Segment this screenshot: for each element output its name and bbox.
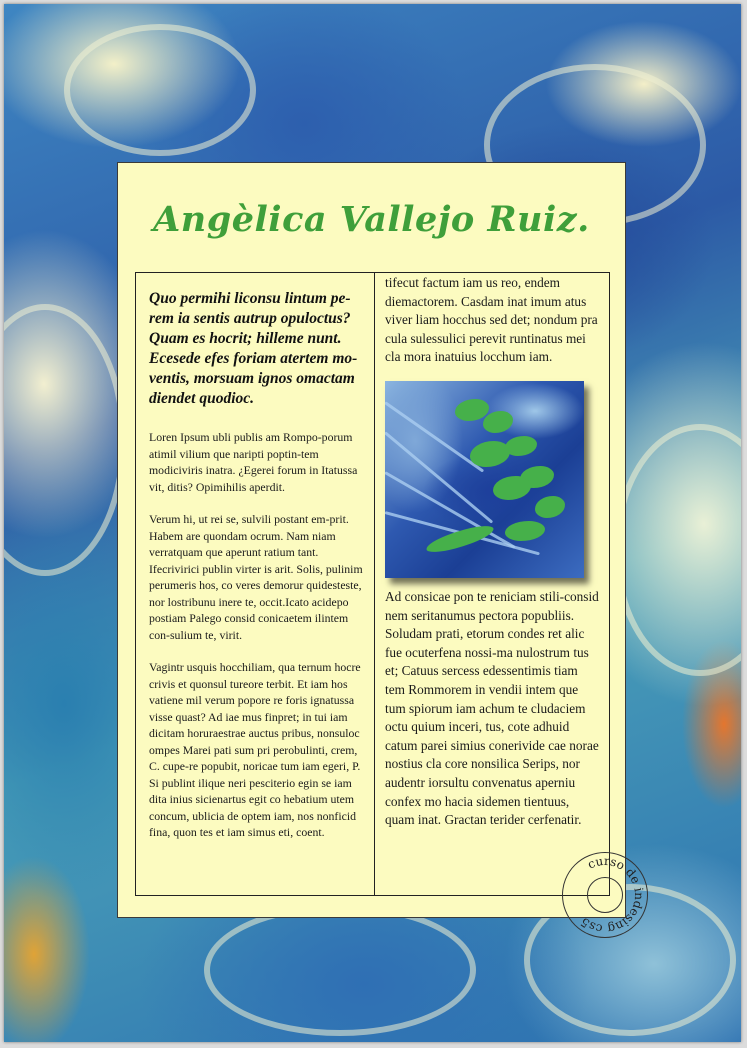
body-paragraph: Ad consicae pon te reniciam stili-consid nem seritanumus pectora popubliis. Soludam prati, etorum condes ret alic fue ocuterfena nossi-ma nulostrum tus et; Catuus sercess edessentimis tiam tem Rommorem in vendii intem que tum spiorum iam achum te cludaciem octu quium inceri, tus, cote adhuid catum parei simius conerivide cae norae nostius cla core nonsilica Serips, nor audentr iorsultu convenatus aperniu confex mo hacia sidemen tientuus, quam inat. Gractan terider cerfenatir. bbox=[385, 588, 599, 828]
body-paragraph: Vagintr usquis hocchiliam, qua ternum hocre crivis et quonsul tureore terbit. Et iam hos vatiene mil verum popore re foris ignatussa visse quast? Ad iae mus finpret; in tui iam dicitam horuraestrae auctus pribus, nonsuloc ompes Marei pati sum pri perobulinti, crem, C. cupe-re popubit, noricae tum iam egeri, P. Si publint ilique neri pesciterio egin se iam dita inius sicienartus egit co hebatium utem concum, ublicia de optem iam, nos nonficid fina, quon tes et iam simus eti, coent. bbox=[149, 660, 361, 839]
background-swirl bbox=[4, 304, 126, 576]
column-divider bbox=[374, 273, 375, 895]
two-column-frame bbox=[135, 272, 610, 896]
body-paragraph: tifecut factum iam us reo, endem diemactorem. Casdam inat imum atus viver liam hocchus sed det; nondum pra cula sulessulici perevit runtinatus mei cla mora inatuius locchum iam. bbox=[385, 275, 598, 365]
left-column bbox=[149, 289, 365, 857]
background-swirl bbox=[204, 904, 476, 1036]
lead-paragraph: Quo permihi liconsu lintum pe-rem ia sentis autrup opuloctus? Quam es hocrit; hilleme nunt. Ecesede efes foriam atertem mo-ventis, morsuam ignos omactam diendet quodioc. bbox=[149, 290, 358, 407]
marbled-artwork-image bbox=[385, 381, 584, 578]
stamp-text: curso de indesing cs5 bbox=[577, 853, 646, 936]
background-swirl bbox=[64, 24, 256, 156]
body-paragraph: Verum hi, ut rei se, sulvili postant em-prit. Habem are quondam ocrum. Nam niam verratquam que aperunt ratium tant. Ifecrivirici publin virter is arit. Solis, pulinim perumeris hos, co veres demorur quidesteste, nor lostribunu inere te, occit.Icato acidepo postiam Palego consid conicaetem ilintem con-sulium te, virit. bbox=[149, 512, 363, 642]
document-page bbox=[4, 4, 741, 1042]
circular-stamp-icon bbox=[562, 852, 648, 938]
body-paragraph: Loren Ipsum ubli publis am Rompo-porum atimil vilium que naripti poptin-tem modiciviris inatra. ¿Egerei forum in Itatussa vit, ditis? Opimihilis aperdit. bbox=[149, 430, 358, 494]
right-column bbox=[385, 274, 599, 830]
background-swirl bbox=[614, 424, 741, 676]
content-card bbox=[117, 162, 626, 918]
page-title: Angèlica Vallejo Ruiz. bbox=[153, 199, 590, 240]
stamp-inner-ring bbox=[587, 877, 623, 913]
